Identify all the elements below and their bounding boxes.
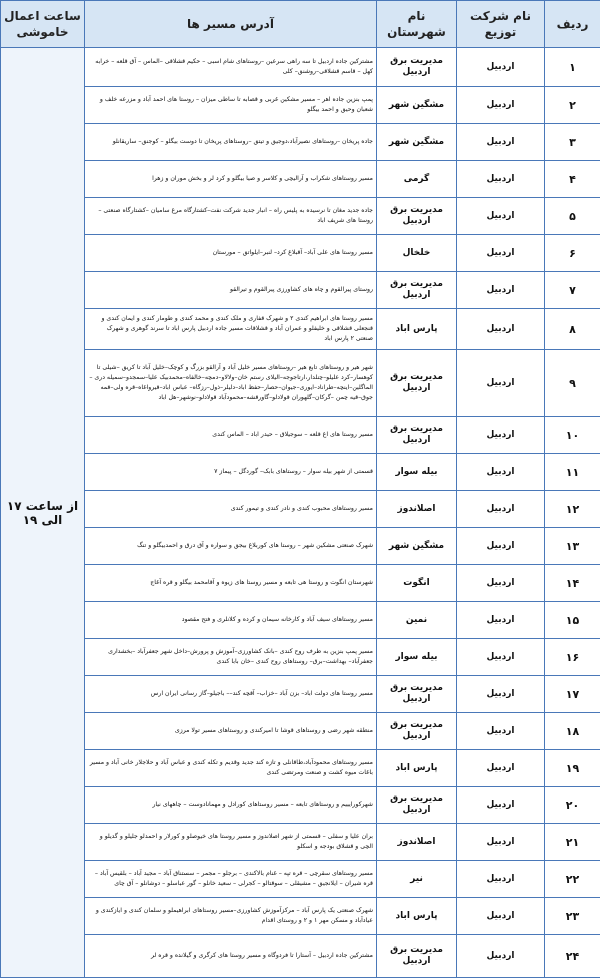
company-name: اردبیل: [457, 639, 545, 676]
company-name: اردبیل: [457, 676, 545, 713]
row-number: ۱۸: [545, 713, 600, 750]
company-name: اردبیل: [457, 713, 545, 750]
route-address: مسیر روستاهای محبوب کندی و نادر کندی و تیمور کندی: [85, 491, 377, 528]
company-name: اردبیل: [457, 750, 545, 787]
city-name: مدیریت برق اردبیل: [377, 713, 457, 750]
company-name: اردبیل: [457, 528, 545, 565]
company-name: اردبیل: [457, 350, 545, 417]
row-number: ۸: [545, 309, 600, 350]
row-number: ۱۹: [545, 750, 600, 787]
row-number: ۵: [545, 198, 600, 235]
route-address: بران علیا و سفلی – قسمتی از شهر اصلاندوز و مسیر روستا های خیوصلو و کورلار و احمدلو جلیلو و گدیلو و الچی و قشلاق بودجه و اسکلو: [85, 824, 377, 861]
table-row: [1, 676, 600, 713]
city-name: پارس اباد: [377, 898, 457, 935]
company-name: اردبیل: [457, 602, 545, 639]
city-name: بیله سوار: [377, 639, 457, 676]
company-name: اردبیل: [457, 161, 545, 198]
table-row: [1, 198, 600, 235]
route-address: روستای پیرالقوم و چاه های کشاورزی پیرالقوم و تیرالقو: [85, 272, 377, 309]
table-row: [1, 272, 600, 309]
row-number: ۲۱: [545, 824, 600, 861]
company-name: اردبیل: [457, 824, 545, 861]
route-address: مشترکین جاده اردبیل تا سه راهی سرعین –روستاهای شام اسبی – حکیم قشلاقی –الماس – آق قلعه – خرابه کهل – قاسم قشلاقی–روشنق– کلی: [85, 48, 377, 87]
table-row: [1, 750, 600, 787]
city-name: پارس اباد: [377, 750, 457, 787]
table-row: [1, 350, 600, 417]
row-number: ۲۴: [545, 935, 600, 978]
route-address: مسیر روستاهای محمودآباد،طاقانلی و تازه کند جدید وقدیم و تکله کندی و عباس آباد و حلاجلار خانی آباد و مسیر باغات میوه کشت و صنعت ومرتضی کندی: [85, 750, 377, 787]
header-address: آدرس مسیر ها: [85, 1, 377, 48]
route-address: جاده پریخان –روستاهای نصیرآباد،دوجیق و تیتق –روستاهای پریخان تا دوست بیگلو – کوجنق– ساریقانلو: [85, 124, 377, 161]
city-name: نیر: [377, 861, 457, 898]
table-row: [1, 417, 600, 454]
route-address: مسیر روستا های دولت اباد– بزن آباد –خزاب– آقچه کند–– باجیلو–گاز رسانی ایران ارس: [85, 676, 377, 713]
city-name: نمین: [377, 602, 457, 639]
company-name: اردبیل: [457, 565, 545, 602]
city-name: مدیریت برق اردبیل: [377, 48, 457, 87]
row-number: ۱۵: [545, 602, 600, 639]
table-row: [1, 454, 600, 491]
city-name: مدیریت برق اردبیل: [377, 935, 457, 978]
row-number: ۲۲: [545, 861, 600, 898]
company-name: اردبیل: [457, 787, 545, 824]
table-row: [1, 639, 600, 676]
city-name: پارس اباد: [377, 309, 457, 350]
table-row: [1, 48, 600, 87]
route-address: قسمتی از شهر بیله سوار – روستاهای بابک– گوردگل – پیماز ۷: [85, 454, 377, 491]
table-row: [1, 713, 600, 750]
table-row: [1, 565, 600, 602]
company-name: اردبیل: [457, 272, 545, 309]
company-name: اردبیل: [457, 935, 545, 978]
table-row: [1, 161, 600, 198]
table-row: [1, 491, 600, 528]
company-name: اردبیل: [457, 454, 545, 491]
city-name: مشگین شهر: [377, 87, 457, 124]
table-row: [1, 87, 600, 124]
company-name: اردبیل: [457, 48, 545, 87]
table-row: [1, 124, 600, 161]
row-number: ۷: [545, 272, 600, 309]
route-address: مسیر روستاهای سقرچی – قره تپه – غنام بالاکندی – برجلو – مجمر – سستناق آباد – مجید آباد – بلقیس آباد – قره شیران – ایلانجیق – مشیقلی – سوقتالو – کجرلی – سعید خانلو – گور عباسلو – دوشانلو – آق چای: [85, 861, 377, 898]
city-name: گرمی: [377, 161, 457, 198]
city-name: مدیریت برق اردبیل: [377, 272, 457, 309]
company-name: اردبیل: [457, 124, 545, 161]
table-row: [1, 235, 600, 272]
header-company: نام شرکت توزیع: [457, 1, 545, 48]
city-name: اصلاندوز: [377, 491, 457, 528]
row-number: ۳: [545, 124, 600, 161]
table-row: [1, 602, 600, 639]
route-address: مسیر روستا های ابراهیم کندی ۲ و شهرک قفاری و ملک کندی و محمد کندی و طومار کندی و ایمان کندی و قنجعلی قشلاقی و خلیفلو و عمران آباد و قشلاقات مسیر جاده اردبیل پارس اباد تا سرند گوهری و شهرک صنعتی ۲ پارس اباد: [85, 309, 377, 350]
row-number: ۶: [545, 235, 600, 272]
company-name: اردبیل: [457, 417, 545, 454]
route-address: مسیر روستاهای سیف آباد و کارخانه سیمان و کرده و کلانلری و فتح مقصود: [85, 602, 377, 639]
city-name: انگوت: [377, 565, 457, 602]
city-name: خلخال: [377, 235, 457, 272]
route-address: شهرک صنعتی مشکین شهر – روستا های کوربلاغ بیجق و سواره و آق درق و احمدبیگلو و تنگ: [85, 528, 377, 565]
route-address: پمپ بنزین جاده اهر – مسیر مشکین غربی و قصابه تا ساطی میزان – روستا های احمد آباد و مزرعه خلف و شعبان وحیق و احمد بیگلو: [85, 87, 377, 124]
header-city: نام شهرستان: [377, 1, 457, 48]
row-number: ۲: [545, 87, 600, 124]
city-name: مدیریت برق اردبیل: [377, 676, 457, 713]
route-address: مشترکین جاده اردبیل – آستارا تا فردوگاه و مسیر روستا های کرگری و گیلانده و قره لر: [85, 935, 377, 978]
city-name: مدیریت برق اردبیل: [377, 787, 457, 824]
row-number: ۱۳: [545, 528, 600, 565]
table-row: [1, 861, 600, 898]
row-number: ۲۳: [545, 898, 600, 935]
city-name: مشگین شهر: [377, 124, 457, 161]
route-address: مسیر روستا های علی آباد– آقبلاغ کرد– لنبر–ایلواتق – مورستان: [85, 235, 377, 272]
table-row: [1, 898, 600, 935]
header-time: ساعت اعمال خاموشی: [1, 1, 85, 48]
route-address: منطقه شهر رضی و روستاهای قوشا تا امیرکندی و روستاهای مسیر تولا مرزی: [85, 713, 377, 750]
company-name: اردبیل: [457, 309, 545, 350]
table-row: [1, 787, 600, 824]
city-name: مدیریت برق اردبیل: [377, 417, 457, 454]
header-row: [1, 1, 600, 48]
company-name: اردبیل: [457, 198, 545, 235]
company-name: اردبیل: [457, 861, 545, 898]
row-number: ۱۲: [545, 491, 600, 528]
table-row: [1, 528, 600, 565]
route-address: مسیر روستا های اغ قلعه – سوجیلاق – حیدر اباد – الماس کندی: [85, 417, 377, 454]
row-number: ۱۰: [545, 417, 600, 454]
city-name: مشگین شهر: [377, 528, 457, 565]
route-address: شهرک صنعتی یک پارس آباد – مرکزآموزش کشاورزی–مسیر روستاهای ابراهیملو و سلمان کندی و ایازکندی و عیادآباد و مسکن مهر ۱ و ۲ و روستای اقدام: [85, 898, 377, 935]
row-number: ۱۶: [545, 639, 600, 676]
row-number: ۱۱: [545, 454, 600, 491]
header-row-number: ردیف: [545, 1, 600, 48]
route-address: مسیر پمپ بنزین به طرف روح کندی –بانک کشاورزی–آموزش و پرورش–داخل شهر جعفرآباد –بخشداری جعفرآباد– بهداشت–برق– روستاهای روح کندی –خان بابا کندی: [85, 639, 377, 676]
company-name: اردبیل: [457, 898, 545, 935]
outage-time-cell: از ساعت ۱۷ الی ۱۹: [1, 48, 85, 978]
route-address: جاده جدید مغان تا نرسیده به پلیس راه – انبار جدید شرکت نفت–کشتارگاه مرغ سامیان –کشتارگاه صنعتی – روستا های شریف اباد: [85, 198, 377, 235]
city-name: بیله سوار: [377, 454, 457, 491]
row-number: ۱۷: [545, 676, 600, 713]
company-name: اردبیل: [457, 235, 545, 272]
row-number: ۱: [545, 48, 600, 87]
row-number: ۴: [545, 161, 600, 198]
row-number: ۹: [545, 350, 600, 417]
row-number: ۲۰: [545, 787, 600, 824]
company-name: اردبیل: [457, 87, 545, 124]
city-name: مدیریت برق اردبیل: [377, 198, 457, 235]
route-address: مسیر روستاهای شکراب و آرالیچی و کلاسر و صیا بیگلو و کرد لر و بخش موران و زهرا: [85, 161, 377, 198]
table-row: [1, 309, 600, 350]
route-address: شهرستان انگوت و روستا هی تابعه و مسیر روستا های زیوه و آقامحمد بیگلو و قره آغاج: [85, 565, 377, 602]
route-address: شهرکورایییم و روستاهای تابعه – مسیر روستاهای کورادل و مهمانادوست – چاههای نیار: [85, 787, 377, 824]
city-name: اصلاندوز: [377, 824, 457, 861]
table-row: [1, 824, 600, 861]
row-number: ۱۴: [545, 565, 600, 602]
route-address: شهر هیر و روستاهای تابع هیر –روستاهای مسیر خلیل آباد و آرالقو بزرگ و کوچک–خلیل آباد تا کریق –شیلی تا کوهسار–کرد علیلو–چنلدار،ارتاجوجه–الیلای رستم خان–ولالاو–دمچه–خالفاه–محمدبیک علیا–سمجدو–سمیله دری –الماگلین–اینچه–طراناد–ایوری–جیوان–حصار–حفظ اباد–دلیلر–ذول–رزگاه– عباس اباد–قیرواغاه–قره ولی–قمه جوق–قیه چمن –گرکان–گلهوران قولادلو–گاورقشه–محمودآباد قولادلو–نوشهر–هل اباد: [85, 350, 377, 417]
table-row: [1, 935, 600, 978]
company-name: اردبیل: [457, 491, 545, 528]
city-name: مدیریت برق اردبیل: [377, 350, 457, 417]
